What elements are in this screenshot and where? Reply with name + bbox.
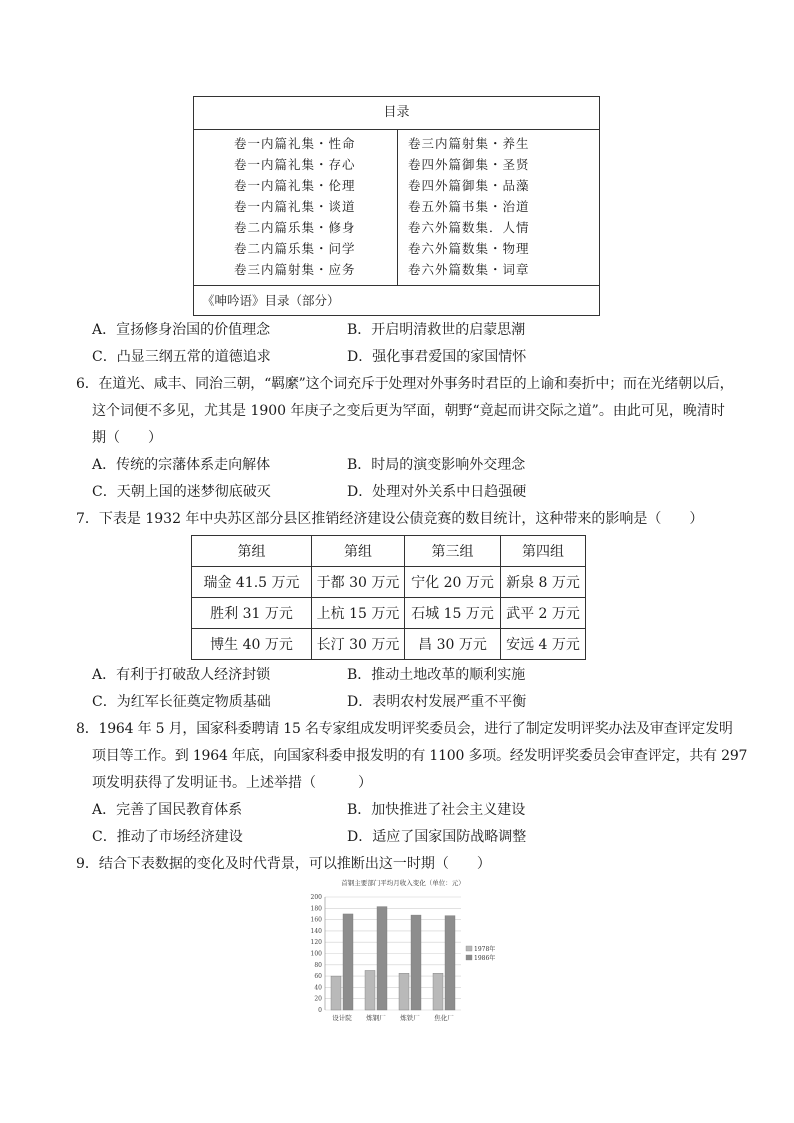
table-header-cell: 第三组 [405, 536, 501, 567]
q8-stem-line-2: 项目等工作。到 1964 年底，向国家科委申报发明的有 1100 多项。经发明评奖委员会审查评定，共有 297 [92, 748, 748, 764]
q5-option-c: C．凸显三纲五常的道德追求 [92, 349, 271, 365]
toc-item: 卷一内篇礼集・伦理 [234, 178, 356, 193]
x-tick-label: 设计院 [332, 1014, 352, 1022]
table-row [192, 598, 586, 629]
table-header-cell: 第组 [192, 536, 312, 567]
q9-stem: 9．结合下表数据的变化及时代背景，可以推断出这一时期（ ） [76, 856, 491, 872]
q6-option-b: B．时局的演变影响外交理念 [347, 457, 526, 473]
q8-stem-line-3: 项发明获得了发明证书。上述举措（ ） [92, 775, 372, 791]
table-header-cell: 第组 [312, 536, 405, 567]
q7-option-a: A．有利于打破敌人经济封锁 [92, 667, 271, 683]
toc-item: 卷二内篇乐集・修身 [234, 220, 356, 235]
x-tick-label: 焦化厂 [434, 1014, 454, 1022]
table-cell: 长汀 30 万元 [312, 629, 405, 660]
bar-1978年 [331, 976, 341, 1010]
toc-right-column [398, 129, 599, 285]
legend-swatch [466, 946, 472, 951]
y-tick-label: 160 [310, 916, 322, 924]
table-cell: 安远 4 万元 [501, 629, 586, 660]
y-tick-label: 200 [310, 894, 322, 901]
q7-option-c: C．为红军长征奠定物质基础 [92, 694, 271, 710]
table-cell: 于都 30 万元 [312, 567, 405, 598]
table-cell: 博生 40 万元 [192, 629, 312, 660]
toc-item: 卷六外篇数集．人情 [408, 220, 530, 235]
toc-item: 卷四外篇御集・品藻 [408, 178, 530, 193]
bar-1978年 [365, 970, 375, 1010]
table-cell: 宁化 20 万元 [405, 567, 501, 598]
q7-stem: 7．下表是 1932 年中央苏区部分县区推销经济建设公债竞赛的数目统计，这种带来的影响是（ ） [76, 511, 704, 527]
legend-swatch [466, 955, 472, 960]
q8-option-a: A．完善了国民教育体系 [92, 802, 243, 818]
chart-svg [303, 877, 503, 1027]
q5-option-d: D．强化事君爱国的家国情怀 [347, 349, 527, 365]
toc-item: 卷三内篇射集・应务 [234, 262, 356, 277]
q6-option-a: A．传统的宗藩体系走向解体 [92, 457, 271, 473]
chart-title: 首钢主要部门平均月收入变化（单位：元） [341, 879, 465, 887]
bar-1978年 [433, 973, 443, 1010]
y-tick-label: 60 [314, 973, 322, 981]
y-tick-label: 120 [310, 939, 322, 947]
q8-option-c: C．推动了市场经济建设 [92, 829, 243, 845]
q6-option-d: D．处理对外关系中日趋强硬 [347, 484, 527, 500]
y-tick-label: 140 [310, 927, 322, 935]
bar-1978年 [399, 973, 409, 1010]
q7-data-table [191, 535, 586, 660]
x-tick-label: 炼铁厂 [400, 1014, 420, 1022]
q6-stem-line-2: 这个词便不多见，尤其是 1900 年庚子之变后更为罕面，朝野“竟起而讲交际之道”。由此可见，晚清时 [92, 403, 725, 419]
toc-item: 卷一内篇礼集・性命 [234, 136, 356, 151]
q7-option-d: D．表明农村发展严重不平衡 [347, 694, 527, 710]
q8-stem-line-1: 8．1964 年 5 月，国家科委聘请 15 名专家组成发明评奖委员会，进行了制定发明评奖办法及审查评定发明 [76, 721, 733, 737]
bar-1986年 [377, 907, 387, 1010]
y-tick-label: 80 [314, 961, 322, 969]
bar-1986年 [343, 914, 353, 1010]
q8-option-b: B．加快推进了社会主义建设 [347, 802, 526, 818]
legend-label: 1986年 [474, 955, 496, 962]
table-row [192, 629, 586, 660]
toc-header: 目录 [194, 97, 599, 130]
y-tick-label: 40 [314, 984, 322, 992]
y-tick-label: 0 [318, 1007, 322, 1014]
q5-option-a: A．宣扬修身治国的价值理念 [92, 322, 271, 338]
table-cell: 新泉 8 万元 [501, 567, 586, 598]
y-tick-label: 100 [310, 950, 322, 958]
bar-1986年 [411, 915, 421, 1010]
y-tick-label: 180 [310, 905, 322, 913]
table-cell: 胜利 31 万元 [192, 598, 312, 629]
legend-label: 1978年 [474, 946, 496, 953]
toc-box [193, 96, 600, 316]
toc-item: 卷五外篇书集・治道 [408, 199, 530, 214]
q6-option-c: C．天朝上国的迷梦彻底破灭 [92, 484, 271, 500]
q5-option-b: B．开启明清救世的启蒙思潮 [347, 322, 526, 338]
q8-option-d: D．适应了国家国防战略调整 [347, 829, 527, 845]
y-tick-label: 20 [314, 995, 322, 1003]
toc-item: 卷六外篇数集・物理 [408, 241, 530, 256]
toc-item: 卷一内篇礼集・存心 [234, 157, 356, 172]
bar-1986年 [445, 916, 455, 1010]
table-cell: 上杭 15 万元 [312, 598, 405, 629]
table-cell: 瑞金 41.5 万元 [192, 567, 312, 598]
q9-income-chart [303, 877, 503, 1027]
q6-stem-line-3: 期（ ） [92, 430, 162, 446]
table-row [192, 567, 586, 598]
toc-item: 卷二内篇乐集・问学 [234, 241, 356, 256]
toc-item: 卷一内篇礼集・谈道 [234, 199, 356, 214]
toc-caption: 《呻吟语》目录（部分） [194, 285, 599, 315]
toc-item: 卷三内篇射集・养生 [408, 136, 530, 151]
x-tick-label: 炼钢厂 [366, 1014, 386, 1022]
toc-item: 卷六外篇数集・词章 [408, 262, 530, 277]
q6-stem-line-1: 6．在道光、咸丰、同治三朝，“羁縻”这个词充斥于处理对外事务时君臣的上谕和奏折中；而在光绪朝以后， [76, 376, 734, 392]
toc-left-column [194, 129, 398, 285]
table-header-row [192, 536, 586, 567]
table-cell: 昌 30 万元 [405, 629, 501, 660]
table-cell: 石城 15 万元 [405, 598, 501, 629]
table-header-cell: 第四组 [501, 536, 586, 567]
q7-option-b: B．推动土地改革的顺利实施 [347, 667, 526, 683]
toc-item: 卷四外篇御集・圣贤 [408, 157, 530, 172]
table-cell: 武平 2 万元 [501, 598, 586, 629]
